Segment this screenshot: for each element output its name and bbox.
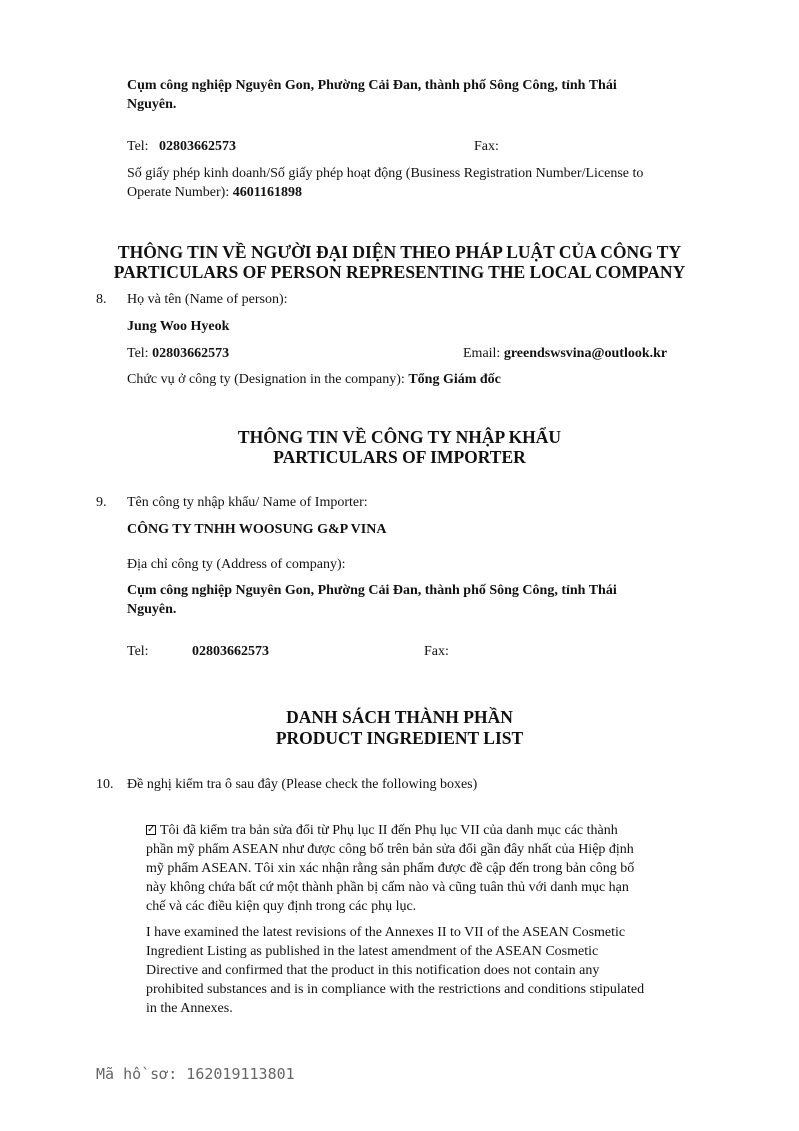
local-company-address-line1: Cụm công nghiệp Nguyên Gon, Phường Cải Đan, thành phố Sông Công, tỉnh Thái — [127, 78, 617, 93]
importer-tel-value: 02803662573 — [192, 644, 269, 659]
importer-fax-label: Fax: — [424, 644, 449, 659]
rep-tel-value: 02803662573 — [152, 346, 230, 361]
importer-tel-label: Tel: — [127, 644, 149, 659]
license-value: 4601161898 — [232, 185, 302, 200]
license-label: Operate Number): — [127, 185, 230, 200]
importer-address-line2: Nguyên. — [127, 602, 177, 617]
importer-item-number: 9. — [96, 495, 107, 510]
rep-tel-label: Tel: — [127, 346, 149, 361]
license-line2 — [127, 184, 302, 202]
rep-name-value: Jung Woo Hyeok — [127, 319, 230, 334]
local-company-address-line2: Nguyên. — [127, 97, 177, 112]
local-company-tel-label: Tel: — [127, 139, 149, 154]
ingredient-item-number: 10. — [96, 777, 114, 792]
rep-email — [463, 345, 667, 363]
local-company-tel-value: 02803662573 — [159, 139, 236, 154]
declaration-en-line2: Ingredient Listing as published in the latest amendment of the ASEAN Cosmetic — [146, 944, 599, 959]
license-line1: Số giấy phép kinh doanh/Số giấy phép hoạt động (Business Registration Number/License to — [127, 166, 644, 181]
rep-tel — [127, 345, 229, 363]
importer-name-label: Tên công ty nhập khẩu/ Name of Importer: — [127, 495, 368, 510]
rep-designation — [127, 371, 501, 389]
ingredient-heading-vi: DANH SÁCH THÀNH PHẦN — [286, 707, 513, 727]
declaration-vi-line1 — [146, 822, 724, 840]
rep-designation-label: Chức vụ ở công ty (Designation in the company): — [127, 372, 405, 387]
rep-heading-en: PARTICULARS OF PERSON REPRESENTING THE LOCAL COMPANY — [113, 262, 686, 282]
declaration-vi-text-1: Tôi đã kiểm tra bản sửa đổi từ Phụ lục II đến Phụ lục VII của danh mục các thành — [160, 823, 618, 838]
importer-address-label: Địa chỉ công ty (Address of company): — [127, 557, 346, 572]
declaration-en-line5: in the Annexes. — [146, 1001, 233, 1016]
rep-name-label: Họ và tên (Name of person): — [127, 292, 288, 307]
declaration-vi-line4: này không chứa bất cứ một thành phần bị cấm nào và cũng tuân thủ với danh mục hạn — [146, 880, 629, 895]
declaration-en-line3: Directive and confirmed that the product in this notification does not contain any — [146, 963, 600, 978]
declaration-en-line1: I have examined the latest revisions of the Annexes II to VII of the ASEAN Cosmetic — [146, 925, 626, 940]
local-company-fax-label: Fax: — [474, 139, 499, 154]
rep-heading-vi: THÔNG TIN VỀ NGƯỜI ĐẠI DIỆN THEO PHÁP LUẬT CỦA CÔNG TY — [117, 242, 682, 262]
rep-item-number: 8. — [96, 292, 107, 307]
declaration-en-line4: prohibited substances and is in compliance with the restrictions and conditions stipulated — [146, 982, 645, 997]
rep-email-label: Email: — [463, 346, 501, 361]
checked-checkbox-icon[interactable] — [146, 825, 156, 835]
importer-name-value: CÔNG TY TNHH WOOSUNG G&P VINA — [127, 522, 387, 537]
ingredient-check-prompt: Đề nghị kiểm tra ô sau đây (Please check the following boxes) — [127, 777, 478, 792]
importer-heading-en: PARTICULARS OF IMPORTER — [273, 447, 526, 467]
declaration-vi-line5: chế và các điều kiện quy định trong các phụ lục. — [146, 899, 417, 914]
ingredient-heading-en: PRODUCT INGREDIENT LIST — [275, 728, 524, 748]
declaration-vi-line2: phần mỹ phẩm ASEAN như được công bố trên bản sửa đổi gần đây nhất của Hiệp định — [146, 842, 634, 857]
importer-address-line1: Cụm công nghiệp Nguyên Gon, Phường Cải Đan, thành phố Sông Công, tỉnh Thái — [127, 583, 617, 598]
declaration-vi-line3: mỹ phẩm ASEAN. Tôi xin xác nhận rằng sản phẩm được đề cập đến trong bản công bố — [146, 861, 635, 876]
dossier-code: Mã hồ sơ: 162019113801 — [96, 1065, 295, 1083]
rep-designation-value: Tổng Giám đốc — [408, 372, 501, 387]
rep-email-value: greendswsvina@outlook.kr — [503, 346, 668, 361]
importer-heading-vi: THÔNG TIN VỀ CÔNG TY NHẬP KHẨU — [237, 427, 562, 447]
